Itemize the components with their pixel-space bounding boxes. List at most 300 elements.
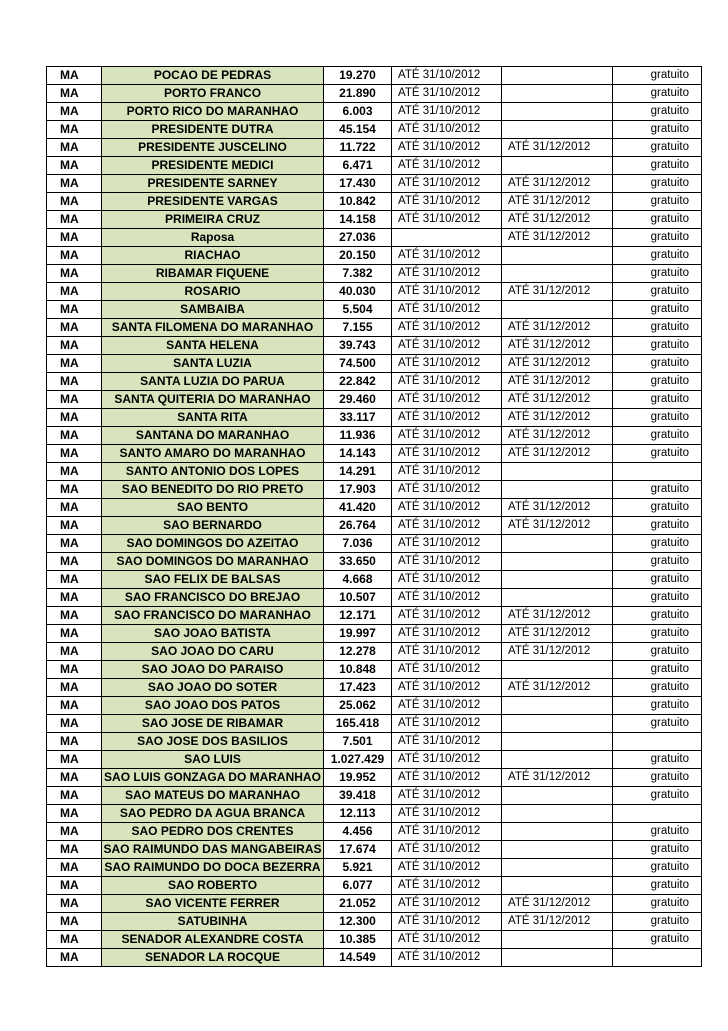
deadline-2-cell: ATÉ 31/12/2012 <box>502 499 613 517</box>
table-row <box>47 931 702 949</box>
fee-cell: gratuito <box>613 661 702 679</box>
table-row <box>47 67 702 85</box>
deadline-1-cell: ATÉ 31/10/2012 <box>392 157 502 175</box>
municipality-name-cell: RIACHAO <box>102 247 324 265</box>
deadline-2-cell: ATÉ 31/12/2012 <box>502 319 613 337</box>
table-row <box>47 589 702 607</box>
municipality-name-cell: ROSARIO <box>102 283 324 301</box>
population-cell: 17.423 <box>324 679 392 697</box>
state-cell: MA <box>47 931 102 949</box>
population-cell: 17.903 <box>324 481 392 499</box>
deadline-1-cell: ATÉ 31/10/2012 <box>392 517 502 535</box>
deadline-2-cell: ATÉ 31/12/2012 <box>502 445 613 463</box>
fee-cell: gratuito <box>613 103 702 121</box>
state-cell: MA <box>47 337 102 355</box>
state-cell: MA <box>47 499 102 517</box>
table-row <box>47 877 702 895</box>
state-cell: MA <box>47 211 102 229</box>
deadline-2-cell <box>502 715 613 733</box>
population-cell: 21.890 <box>324 85 392 103</box>
fee-cell: gratuito <box>613 121 702 139</box>
state-cell: MA <box>47 139 102 157</box>
fee-cell: gratuito <box>613 85 702 103</box>
deadline-2-cell <box>502 787 613 805</box>
deadline-2-cell: ATÉ 31/12/2012 <box>502 229 613 247</box>
fee-cell: gratuito <box>613 751 702 769</box>
state-cell: MA <box>47 571 102 589</box>
deadline-2-cell <box>502 85 613 103</box>
table-row <box>47 715 702 733</box>
deadline-2-cell: ATÉ 31/12/2012 <box>502 373 613 391</box>
population-cell: 14.291 <box>324 463 392 481</box>
deadline-1-cell: ATÉ 31/10/2012 <box>392 67 502 85</box>
deadline-2-cell <box>502 733 613 751</box>
deadline-2-cell: ATÉ 31/12/2012 <box>502 679 613 697</box>
deadline-1-cell: ATÉ 31/10/2012 <box>392 535 502 553</box>
municipality-name-cell: SANTA FILOMENA DO MARANHAO <box>102 319 324 337</box>
deadline-1-cell: ATÉ 31/10/2012 <box>392 391 502 409</box>
population-cell: 39.418 <box>324 787 392 805</box>
fee-cell: gratuito <box>613 769 702 787</box>
municipality-name-cell: PORTO FRANCO <box>102 85 324 103</box>
deadline-1-cell: ATÉ 31/10/2012 <box>392 355 502 373</box>
municipality-name-cell: SAO FRANCISCO DO BREJAO <box>102 589 324 607</box>
municipality-name-cell: POCAO DE PEDRAS <box>102 67 324 85</box>
deadline-1-cell: ATÉ 31/10/2012 <box>392 607 502 625</box>
table-row <box>47 247 702 265</box>
state-cell: MA <box>47 733 102 751</box>
state-cell: MA <box>47 769 102 787</box>
population-cell: 5.504 <box>324 301 392 319</box>
municipality-name-cell: PRESIDENTE JUSCELINO <box>102 139 324 157</box>
municipality-name-cell: SAO JOSE DE RIBAMAR <box>102 715 324 733</box>
fee-cell <box>613 805 702 823</box>
table-row <box>47 733 702 751</box>
state-cell: MA <box>47 679 102 697</box>
fee-cell: gratuito <box>613 859 702 877</box>
state-cell: MA <box>47 715 102 733</box>
municipality-name-cell: Raposa <box>102 229 324 247</box>
deadline-1-cell: ATÉ 31/10/2012 <box>392 769 502 787</box>
municipality-name-cell: SAO BENTO <box>102 499 324 517</box>
deadline-2-cell <box>502 751 613 769</box>
deadline-1-cell: ATÉ 31/10/2012 <box>392 499 502 517</box>
deadline-1-cell: ATÉ 31/10/2012 <box>392 859 502 877</box>
municipality-name-cell: SAO JOAO DO PARAISO <box>102 661 324 679</box>
fee-cell: gratuito <box>613 481 702 499</box>
population-cell: 7.036 <box>324 535 392 553</box>
table-row <box>47 805 702 823</box>
population-cell: 4.668 <box>324 571 392 589</box>
population-cell: 7.382 <box>324 265 392 283</box>
population-cell: 11.936 <box>324 427 392 445</box>
deadline-2-cell <box>502 301 613 319</box>
population-cell: 17.674 <box>324 841 392 859</box>
deadline-1-cell: ATÉ 31/10/2012 <box>392 301 502 319</box>
state-cell: MA <box>47 373 102 391</box>
population-cell: 21.052 <box>324 895 392 913</box>
deadline-2-cell <box>502 589 613 607</box>
population-cell: 19.270 <box>324 67 392 85</box>
deadline-1-cell: ATÉ 31/10/2012 <box>392 139 502 157</box>
deadline-1-cell: ATÉ 31/10/2012 <box>392 787 502 805</box>
deadline-2-cell <box>502 247 613 265</box>
municipality-name-cell: SAO FELIX DE BALSAS <box>102 571 324 589</box>
population-cell: 7.155 <box>324 319 392 337</box>
municipality-name-cell: SAO LUIS <box>102 751 324 769</box>
state-cell: MA <box>47 697 102 715</box>
state-cell: MA <box>47 535 102 553</box>
state-cell: MA <box>47 949 102 967</box>
deadline-2-cell <box>502 823 613 841</box>
table-row <box>47 949 702 967</box>
municipality-name-cell: SENADOR ALEXANDRE COSTA <box>102 931 324 949</box>
deadline-1-cell: ATÉ 31/10/2012 <box>392 427 502 445</box>
population-cell: 10.842 <box>324 193 392 211</box>
fee-cell: gratuito <box>613 301 702 319</box>
deadline-1-cell: ATÉ 31/10/2012 <box>392 481 502 499</box>
table-row <box>47 571 702 589</box>
deadline-2-cell: ATÉ 31/12/2012 <box>502 769 613 787</box>
table-row <box>47 859 702 877</box>
deadline-1-cell: ATÉ 31/10/2012 <box>392 445 502 463</box>
fee-cell: gratuito <box>613 535 702 553</box>
municipality-name-cell: SAO PEDRO DA AGUA BRANCA <box>102 805 324 823</box>
municipality-name-cell: SAMBAIBA <box>102 301 324 319</box>
table-row <box>47 787 702 805</box>
table-row <box>47 121 702 139</box>
deadline-1-cell: ATÉ 31/10/2012 <box>392 463 502 481</box>
table-row <box>47 499 702 517</box>
table-row <box>47 823 702 841</box>
population-cell: 1.027.429 <box>324 751 392 769</box>
municipality-name-cell: SANTA LUZIA <box>102 355 324 373</box>
municipality-name-cell: SAO JOAO BATISTA <box>102 625 324 643</box>
deadline-2-cell: ATÉ 31/12/2012 <box>502 607 613 625</box>
population-cell: 33.117 <box>324 409 392 427</box>
deadline-1-cell: ATÉ 31/10/2012 <box>392 409 502 427</box>
table-row <box>47 355 702 373</box>
table-row <box>47 157 702 175</box>
municipality-name-cell: SAO RAIMUNDO DAS MANGABEIRAS <box>102 841 324 859</box>
deadline-1-cell: ATÉ 31/10/2012 <box>392 679 502 697</box>
deadline-2-cell: ATÉ 31/12/2012 <box>502 409 613 427</box>
deadline-2-cell <box>502 481 613 499</box>
table-row <box>47 463 702 481</box>
state-cell: MA <box>47 859 102 877</box>
municipality-name-cell: SANTO ANTONIO DOS LOPES <box>102 463 324 481</box>
deadline-2-cell: ATÉ 31/12/2012 <box>502 337 613 355</box>
municipality-name-cell: SAO JOAO DOS PATOS <box>102 697 324 715</box>
table-row <box>47 517 702 535</box>
deadline-1-cell: ATÉ 31/10/2012 <box>392 337 502 355</box>
state-cell: MA <box>47 751 102 769</box>
table-row <box>47 625 702 643</box>
table-row <box>47 769 702 787</box>
municipality-name-cell: RIBAMAR FIQUENE <box>102 265 324 283</box>
deadline-1-cell: ATÉ 31/10/2012 <box>392 661 502 679</box>
fee-cell: gratuito <box>613 355 702 373</box>
municipality-name-cell: PRESIDENTE VARGAS <box>102 193 324 211</box>
municipality-name-cell: SATUBINHA <box>102 913 324 931</box>
fee-cell: gratuito <box>613 643 702 661</box>
fee-cell: gratuito <box>613 391 702 409</box>
table-row <box>47 661 702 679</box>
deadline-2-cell: ATÉ 31/12/2012 <box>502 643 613 661</box>
table-row <box>47 229 702 247</box>
fee-cell: gratuito <box>613 499 702 517</box>
deadline-1-cell: ATÉ 31/10/2012 <box>392 319 502 337</box>
municipality-name-cell: SAO FRANCISCO DO MARANHAO <box>102 607 324 625</box>
state-cell: MA <box>47 355 102 373</box>
deadline-2-cell <box>502 553 613 571</box>
municipality-name-cell: PORTO RICO DO MARANHAO <box>102 103 324 121</box>
deadline-2-cell <box>502 121 613 139</box>
deadline-2-cell <box>502 103 613 121</box>
population-cell: 41.420 <box>324 499 392 517</box>
deadline-1-cell: ATÉ 31/10/2012 <box>392 283 502 301</box>
municipality-name-cell: SAO BERNARDO <box>102 517 324 535</box>
deadline-1-cell: ATÉ 31/10/2012 <box>392 211 502 229</box>
fee-cell: gratuito <box>613 715 702 733</box>
population-cell: 14.549 <box>324 949 392 967</box>
deadline-2-cell <box>502 841 613 859</box>
municipality-name-cell: SAO JOAO DO CARU <box>102 643 324 661</box>
deadline-1-cell: ATÉ 31/10/2012 <box>392 121 502 139</box>
population-cell: 11.722 <box>324 139 392 157</box>
deadline-1-cell: ATÉ 31/10/2012 <box>392 949 502 967</box>
fee-cell: gratuito <box>613 247 702 265</box>
fee-cell <box>613 463 702 481</box>
table-body <box>47 67 702 967</box>
state-cell: MA <box>47 913 102 931</box>
state-cell: MA <box>47 67 102 85</box>
population-cell: 45.154 <box>324 121 392 139</box>
municipality-name-cell: SANTA RITA <box>102 409 324 427</box>
table-row <box>47 337 702 355</box>
state-cell: MA <box>47 823 102 841</box>
table-row <box>47 679 702 697</box>
municipality-name-cell: PRESIDENTE MEDICI <box>102 157 324 175</box>
fee-cell: gratuito <box>613 607 702 625</box>
state-cell: MA <box>47 643 102 661</box>
municipality-name-cell: SANTANA DO MARANHAO <box>102 427 324 445</box>
deadline-2-cell <box>502 661 613 679</box>
state-cell: MA <box>47 517 102 535</box>
population-cell: 19.997 <box>324 625 392 643</box>
table-row <box>47 607 702 625</box>
state-cell: MA <box>47 85 102 103</box>
fee-cell: gratuito <box>613 175 702 193</box>
state-cell: MA <box>47 895 102 913</box>
population-cell: 26.764 <box>324 517 392 535</box>
deadline-1-cell: ATÉ 31/10/2012 <box>392 175 502 193</box>
deadline-2-cell: ATÉ 31/12/2012 <box>502 895 613 913</box>
state-cell: MA <box>47 841 102 859</box>
table-row <box>47 391 702 409</box>
deadline-2-cell <box>502 805 613 823</box>
population-cell: 25.062 <box>324 697 392 715</box>
state-cell: MA <box>47 157 102 175</box>
deadline-2-cell <box>502 697 613 715</box>
deadline-2-cell: ATÉ 31/12/2012 <box>502 391 613 409</box>
fee-cell: gratuito <box>613 625 702 643</box>
fee-cell: gratuito <box>613 787 702 805</box>
deadline-2-cell: ATÉ 31/12/2012 <box>502 517 613 535</box>
fee-cell: gratuito <box>613 157 702 175</box>
deadline-1-cell: ATÉ 31/10/2012 <box>392 697 502 715</box>
fee-cell: gratuito <box>613 337 702 355</box>
table-row <box>47 697 702 715</box>
deadline-1-cell: ATÉ 31/10/2012 <box>392 247 502 265</box>
table-row <box>47 85 702 103</box>
municipality-name-cell: SAO DOMINGOS DO MARANHAO <box>102 553 324 571</box>
population-cell: 165.418 <box>324 715 392 733</box>
deadline-1-cell: ATÉ 31/10/2012 <box>392 823 502 841</box>
state-cell: MA <box>47 121 102 139</box>
municipality-name-cell: SAO BENEDITO DO RIO PRETO <box>102 481 324 499</box>
municipality-name-cell: SAO JOSE DOS BASILIOS <box>102 733 324 751</box>
state-cell: MA <box>47 589 102 607</box>
population-cell: 6.077 <box>324 877 392 895</box>
municipality-name-cell: SANTA HELENA <box>102 337 324 355</box>
state-cell: MA <box>47 409 102 427</box>
population-cell: 14.143 <box>324 445 392 463</box>
state-cell: MA <box>47 553 102 571</box>
population-cell: 40.030 <box>324 283 392 301</box>
deadline-1-cell: ATÉ 31/10/2012 <box>392 643 502 661</box>
deadline-1-cell: ATÉ 31/10/2012 <box>392 373 502 391</box>
state-cell: MA <box>47 877 102 895</box>
fee-cell <box>613 949 702 967</box>
fee-cell: gratuito <box>613 445 702 463</box>
fee-cell: gratuito <box>613 319 702 337</box>
state-cell: MA <box>47 787 102 805</box>
municipality-name-cell: SAO PEDRO DOS CRENTES <box>102 823 324 841</box>
fee-cell: gratuito <box>613 841 702 859</box>
municipality-name-cell: SAO MATEUS DO MARANHAO <box>102 787 324 805</box>
municipality-name-cell: SANTA LUZIA DO PARUA <box>102 373 324 391</box>
table-row <box>47 175 702 193</box>
table-row <box>47 373 702 391</box>
table-row <box>47 139 702 157</box>
municipality-name-cell: SAO DOMINGOS DO AZEITAO <box>102 535 324 553</box>
deadline-2-cell <box>502 265 613 283</box>
state-cell: MA <box>47 283 102 301</box>
municipality-name-cell: PRESIDENTE SARNEY <box>102 175 324 193</box>
population-cell: 17.430 <box>324 175 392 193</box>
municipality-name-cell: SANTO AMARO DO MARANHAO <box>102 445 324 463</box>
population-cell: 12.113 <box>324 805 392 823</box>
table-row <box>47 211 702 229</box>
fee-cell: gratuito <box>613 229 702 247</box>
state-cell: MA <box>47 265 102 283</box>
population-cell: 10.848 <box>324 661 392 679</box>
table-row <box>47 301 702 319</box>
municipality-name-cell: SAO LUIS GONZAGA DO MARANHAO <box>102 769 324 787</box>
deadline-2-cell: ATÉ 31/12/2012 <box>502 283 613 301</box>
fee-cell: gratuito <box>613 571 702 589</box>
fee-cell: gratuito <box>613 283 702 301</box>
fee-cell: gratuito <box>613 913 702 931</box>
deadline-2-cell <box>502 157 613 175</box>
deadline-2-cell <box>502 535 613 553</box>
deadline-2-cell <box>502 67 613 85</box>
deadline-1-cell: ATÉ 31/10/2012 <box>392 625 502 643</box>
fee-cell: gratuito <box>613 553 702 571</box>
table-row <box>47 535 702 553</box>
deadline-2-cell: ATÉ 31/12/2012 <box>502 139 613 157</box>
state-cell: MA <box>47 661 102 679</box>
table-row <box>47 481 702 499</box>
deadline-2-cell <box>502 859 613 877</box>
deadline-1-cell: ATÉ 31/10/2012 <box>392 877 502 895</box>
population-cell: 27.036 <box>324 229 392 247</box>
deadline-2-cell <box>502 463 613 481</box>
fee-cell: gratuito <box>613 193 702 211</box>
fee-cell: gratuito <box>613 823 702 841</box>
deadline-2-cell: ATÉ 31/12/2012 <box>502 625 613 643</box>
municipality-name-cell: SAO VICENTE FERRER <box>102 895 324 913</box>
table-row <box>47 427 702 445</box>
population-cell: 74.500 <box>324 355 392 373</box>
municipality-name-cell: SAO RAIMUNDO DO DOCA BEZERRA <box>102 859 324 877</box>
deadline-2-cell <box>502 931 613 949</box>
deadline-1-cell: ATÉ 31/10/2012 <box>392 571 502 589</box>
fee-cell: gratuito <box>613 265 702 283</box>
table-row <box>47 103 702 121</box>
state-cell: MA <box>47 607 102 625</box>
population-cell: 6.471 <box>324 157 392 175</box>
state-cell: MA <box>47 301 102 319</box>
deadline-2-cell: ATÉ 31/12/2012 <box>502 427 613 445</box>
deadline-2-cell: ATÉ 31/12/2012 <box>502 913 613 931</box>
population-cell: 19.952 <box>324 769 392 787</box>
population-cell: 12.278 <box>324 643 392 661</box>
state-cell: MA <box>47 175 102 193</box>
population-cell: 7.501 <box>324 733 392 751</box>
state-cell: MA <box>47 481 102 499</box>
deadline-1-cell: ATÉ 31/10/2012 <box>392 85 502 103</box>
fee-cell: gratuito <box>613 427 702 445</box>
deadline-1-cell: ATÉ 31/10/2012 <box>392 931 502 949</box>
state-cell: MA <box>47 193 102 211</box>
fee-cell: gratuito <box>613 67 702 85</box>
deadline-2-cell <box>502 949 613 967</box>
population-cell: 10.507 <box>324 589 392 607</box>
fee-cell: gratuito <box>613 373 702 391</box>
fee-cell: gratuito <box>613 517 702 535</box>
fee-cell: gratuito <box>613 877 702 895</box>
fee-cell: gratuito <box>613 931 702 949</box>
deadline-1-cell: ATÉ 31/10/2012 <box>392 103 502 121</box>
deadline-1-cell: ATÉ 31/10/2012 <box>392 193 502 211</box>
state-cell: MA <box>47 229 102 247</box>
deadline-2-cell <box>502 571 613 589</box>
fee-cell: gratuito <box>613 697 702 715</box>
fee-cell: gratuito <box>613 409 702 427</box>
table-row <box>47 643 702 661</box>
deadline-1-cell: ATÉ 31/10/2012 <box>392 589 502 607</box>
state-cell: MA <box>47 319 102 337</box>
deadline-1-cell: ATÉ 31/10/2012 <box>392 805 502 823</box>
fee-cell: gratuito <box>613 589 702 607</box>
table-row <box>47 283 702 301</box>
municipality-name-cell: SAO ROBERTO <box>102 877 324 895</box>
deadline-1-cell: ATÉ 31/10/2012 <box>392 553 502 571</box>
state-cell: MA <box>47 247 102 265</box>
population-cell: 39.743 <box>324 337 392 355</box>
